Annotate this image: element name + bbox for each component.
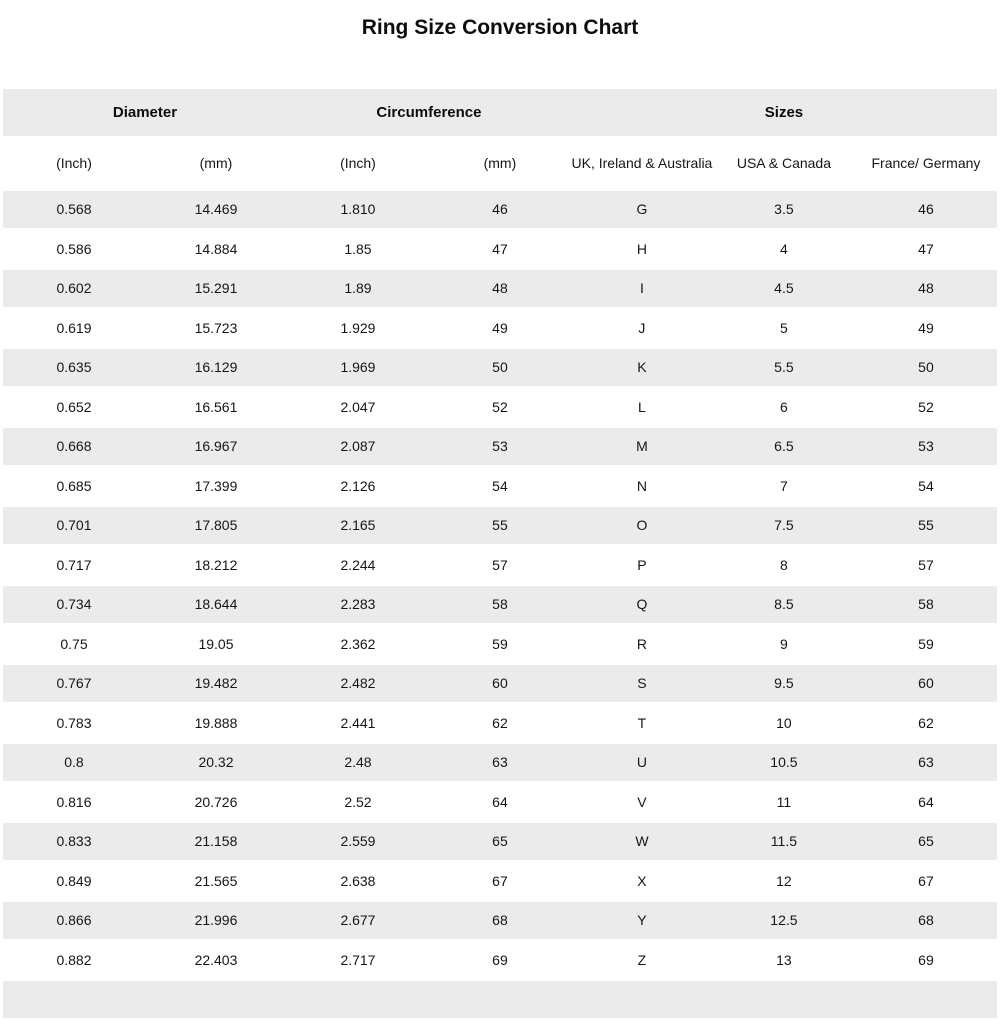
group-header-sizes: Sizes (571, 89, 997, 136)
table-cell: 8 (713, 547, 855, 584)
table-cell: 7 (713, 468, 855, 505)
table-cell: 54 (429, 468, 571, 505)
table-cell: 12 (713, 863, 855, 900)
table-cell: 22.403 (145, 942, 287, 979)
table-cell: 0.8 (3, 744, 145, 781)
table-cell: R (571, 626, 713, 663)
table-cell: 18.212 (145, 547, 287, 584)
table-cell: 0.586 (3, 231, 145, 268)
table-row (3, 468, 997, 505)
table-cell: 62 (855, 705, 997, 742)
table-cell: 65 (855, 823, 997, 860)
table-cell: 57 (855, 547, 997, 584)
table-cell: 16.561 (145, 389, 287, 426)
table-cell: 0.602 (3, 270, 145, 307)
table-cell: V (571, 784, 713, 821)
table-cell: 21.996 (145, 902, 287, 939)
table-cell: 16.129 (145, 349, 287, 386)
table-cell: 2.362 (287, 626, 429, 663)
table-cell: K (571, 349, 713, 386)
table-cell: 0.816 (3, 784, 145, 821)
column-header-france-germany: France/ Germany (855, 139, 997, 188)
table-cell: 10 (713, 705, 855, 742)
table-cell: 63 (429, 744, 571, 781)
table-row (3, 270, 997, 307)
table-cell: 6.5 (713, 428, 855, 465)
page-title: Ring Size Conversion Chart (361, 16, 639, 39)
table-cell: S (571, 665, 713, 702)
table-cell: 2.638 (287, 863, 429, 900)
table-cell: 0.75 (3, 626, 145, 663)
table-cell: 69 (429, 942, 571, 979)
table-cell: G (571, 191, 713, 228)
table-cell: 18.644 (145, 586, 287, 623)
column-header-usa-canada: USA & Canada (713, 139, 855, 188)
table-cell: 65 (429, 823, 571, 860)
table-cell: 2.441 (287, 705, 429, 742)
table-cell: 0.866 (3, 902, 145, 939)
table-row (3, 191, 997, 228)
table-cell: 5.5 (713, 349, 855, 386)
table-cell: 50 (855, 349, 997, 386)
table-cell: 2.482 (287, 665, 429, 702)
table-cell: 52 (855, 389, 997, 426)
table-row (3, 784, 997, 821)
table-cell: T (571, 705, 713, 742)
table-row (3, 507, 997, 544)
table-cell: 64 (855, 784, 997, 821)
table-cell: 1.89 (287, 270, 429, 307)
table-cell: 21.565 (145, 863, 287, 900)
table-cell: 53 (429, 428, 571, 465)
table-row (3, 665, 997, 702)
table-cell: 47 (855, 231, 997, 268)
table-cell: 4.5 (713, 270, 855, 307)
table-cell: 4 (713, 231, 855, 268)
table-cell: 0.701 (3, 507, 145, 544)
table-cell: 20.32 (145, 744, 287, 781)
table-cell: J (571, 310, 713, 347)
table-cell: 2.283 (287, 586, 429, 623)
table-cell: U (571, 744, 713, 781)
group-header-circumference: Circumference (287, 89, 571, 136)
ring-size-conversion-table (3, 86, 997, 1021)
table-cell: 50 (429, 349, 571, 386)
column-header-diameter-mm: (mm) (145, 139, 287, 188)
table-cell: 3.5 (713, 191, 855, 228)
table-cell: 14.469 (145, 191, 287, 228)
table-row (3, 231, 997, 268)
table-cell: 19.05 (145, 626, 287, 663)
table-cell: 6 (713, 389, 855, 426)
column-header-row (3, 139, 997, 188)
table-cell: 48 (429, 270, 571, 307)
table-cell: 0.652 (3, 389, 145, 426)
table-cell: 67 (429, 863, 571, 900)
table-row (3, 310, 997, 347)
table-cell: I (571, 270, 713, 307)
table-cell: 2.165 (287, 507, 429, 544)
table-cell: 13 (713, 942, 855, 979)
table-row (3, 626, 997, 663)
table-cell: 47 (429, 231, 571, 268)
table-cell: 60 (429, 665, 571, 702)
table-cell: 58 (429, 586, 571, 623)
table-cell: 0.882 (3, 942, 145, 979)
table-cell: 58 (855, 586, 997, 623)
table-cell: 68 (855, 902, 997, 939)
table-row (3, 547, 997, 584)
table-row (3, 428, 997, 465)
column-header-uk-ireland-australia: UK, Ireland & Australia (571, 139, 713, 188)
table-cell: P (571, 547, 713, 584)
table-cell: X (571, 863, 713, 900)
table-row (3, 942, 997, 979)
group-header-row (3, 89, 997, 136)
table-cell: 10.5 (713, 744, 855, 781)
table-cell: 12.5 (713, 902, 855, 939)
table-cell: 49 (429, 310, 571, 347)
table-cell: 63 (855, 744, 997, 781)
table-cell: 59 (855, 626, 997, 663)
table-cell: 1.810 (287, 191, 429, 228)
table-cell: 67 (855, 863, 997, 900)
column-header-circumference-mm: (mm) (429, 139, 571, 188)
table-cell: W (571, 823, 713, 860)
table-cell: 11 (713, 784, 855, 821)
table-cell: 8.5 (713, 586, 855, 623)
table-cell: H (571, 231, 713, 268)
table-cell: 17.399 (145, 468, 287, 505)
table-cell: 53 (855, 428, 997, 465)
table-cell: 19.482 (145, 665, 287, 702)
table-row-partial (3, 981, 997, 1018)
table-row (3, 823, 997, 860)
table-cell: Y (571, 902, 713, 939)
table-cell: 0.734 (3, 586, 145, 623)
table-cell: Q (571, 586, 713, 623)
table-cell: 2.717 (287, 942, 429, 979)
table-row (3, 389, 997, 426)
table-row (3, 705, 997, 742)
table-cell: 2.087 (287, 428, 429, 465)
table-cell: 9 (713, 626, 855, 663)
table-cell: 0.668 (3, 428, 145, 465)
table-cell: 16.967 (145, 428, 287, 465)
table-row (3, 744, 997, 781)
table-cell: 9.5 (713, 665, 855, 702)
table-row (3, 902, 997, 939)
table-cell: 14.884 (145, 231, 287, 268)
table-row (3, 349, 997, 386)
table-cell: O (571, 507, 713, 544)
table-cell: 1.969 (287, 349, 429, 386)
table-cell: 0.783 (3, 705, 145, 742)
table-cell: 2.244 (287, 547, 429, 584)
table-row (3, 586, 997, 623)
table-cell: 46 (855, 191, 997, 228)
table-cell: N (571, 468, 713, 505)
table-cell: 2.48 (287, 744, 429, 781)
table-cell: 17.805 (145, 507, 287, 544)
table-cell: 52 (429, 389, 571, 426)
table-cell: 69 (855, 942, 997, 979)
table-cell: 19.888 (145, 705, 287, 742)
table-cell: 0.767 (3, 665, 145, 702)
table-cell: 21.158 (145, 823, 287, 860)
table-cell: 2.126 (287, 468, 429, 505)
table-cell: 2.52 (287, 784, 429, 821)
table-cell: 2.559 (287, 823, 429, 860)
table-cell: 0.685 (3, 468, 145, 505)
table-cell: 55 (855, 507, 997, 544)
table-cell: 0.849 (3, 863, 145, 900)
table-body (3, 191, 997, 1018)
table-cell: 64 (429, 784, 571, 821)
table-cell: 59 (429, 626, 571, 663)
table-cell: 68 (429, 902, 571, 939)
table-cell: 57 (429, 547, 571, 584)
table-cell: 0.717 (3, 547, 145, 584)
column-header-circumference-inch: (Inch) (287, 139, 429, 188)
table-cell: 60 (855, 665, 997, 702)
table-cell: 2.677 (287, 902, 429, 939)
table-cell: 2.047 (287, 389, 429, 426)
table-cell: Z (571, 942, 713, 979)
table-cell: 1.85 (287, 231, 429, 268)
table-cell: 15.291 (145, 270, 287, 307)
table-cell: 0.635 (3, 349, 145, 386)
table-cell: 48 (855, 270, 997, 307)
table-cell: 15.723 (145, 310, 287, 347)
table-cell: 11.5 (713, 823, 855, 860)
table-cell (3, 981, 997, 1018)
table-row (3, 863, 997, 900)
table-cell: 7.5 (713, 507, 855, 544)
table-cell: 0.619 (3, 310, 145, 347)
table-cell: 0.568 (3, 191, 145, 228)
table-cell: 0.833 (3, 823, 145, 860)
table-cell: 54 (855, 468, 997, 505)
table-cell: 5 (713, 310, 855, 347)
table-cell: 1.929 (287, 310, 429, 347)
table-cell: 20.726 (145, 784, 287, 821)
group-header-diameter: Diameter (3, 89, 287, 136)
table-cell: L (571, 389, 713, 426)
table-cell: 62 (429, 705, 571, 742)
column-header-diameter-inch: (Inch) (3, 139, 145, 188)
table-cell: 46 (429, 191, 571, 228)
table-cell: 49 (855, 310, 997, 347)
table-cell: 55 (429, 507, 571, 544)
table-cell: M (571, 428, 713, 465)
